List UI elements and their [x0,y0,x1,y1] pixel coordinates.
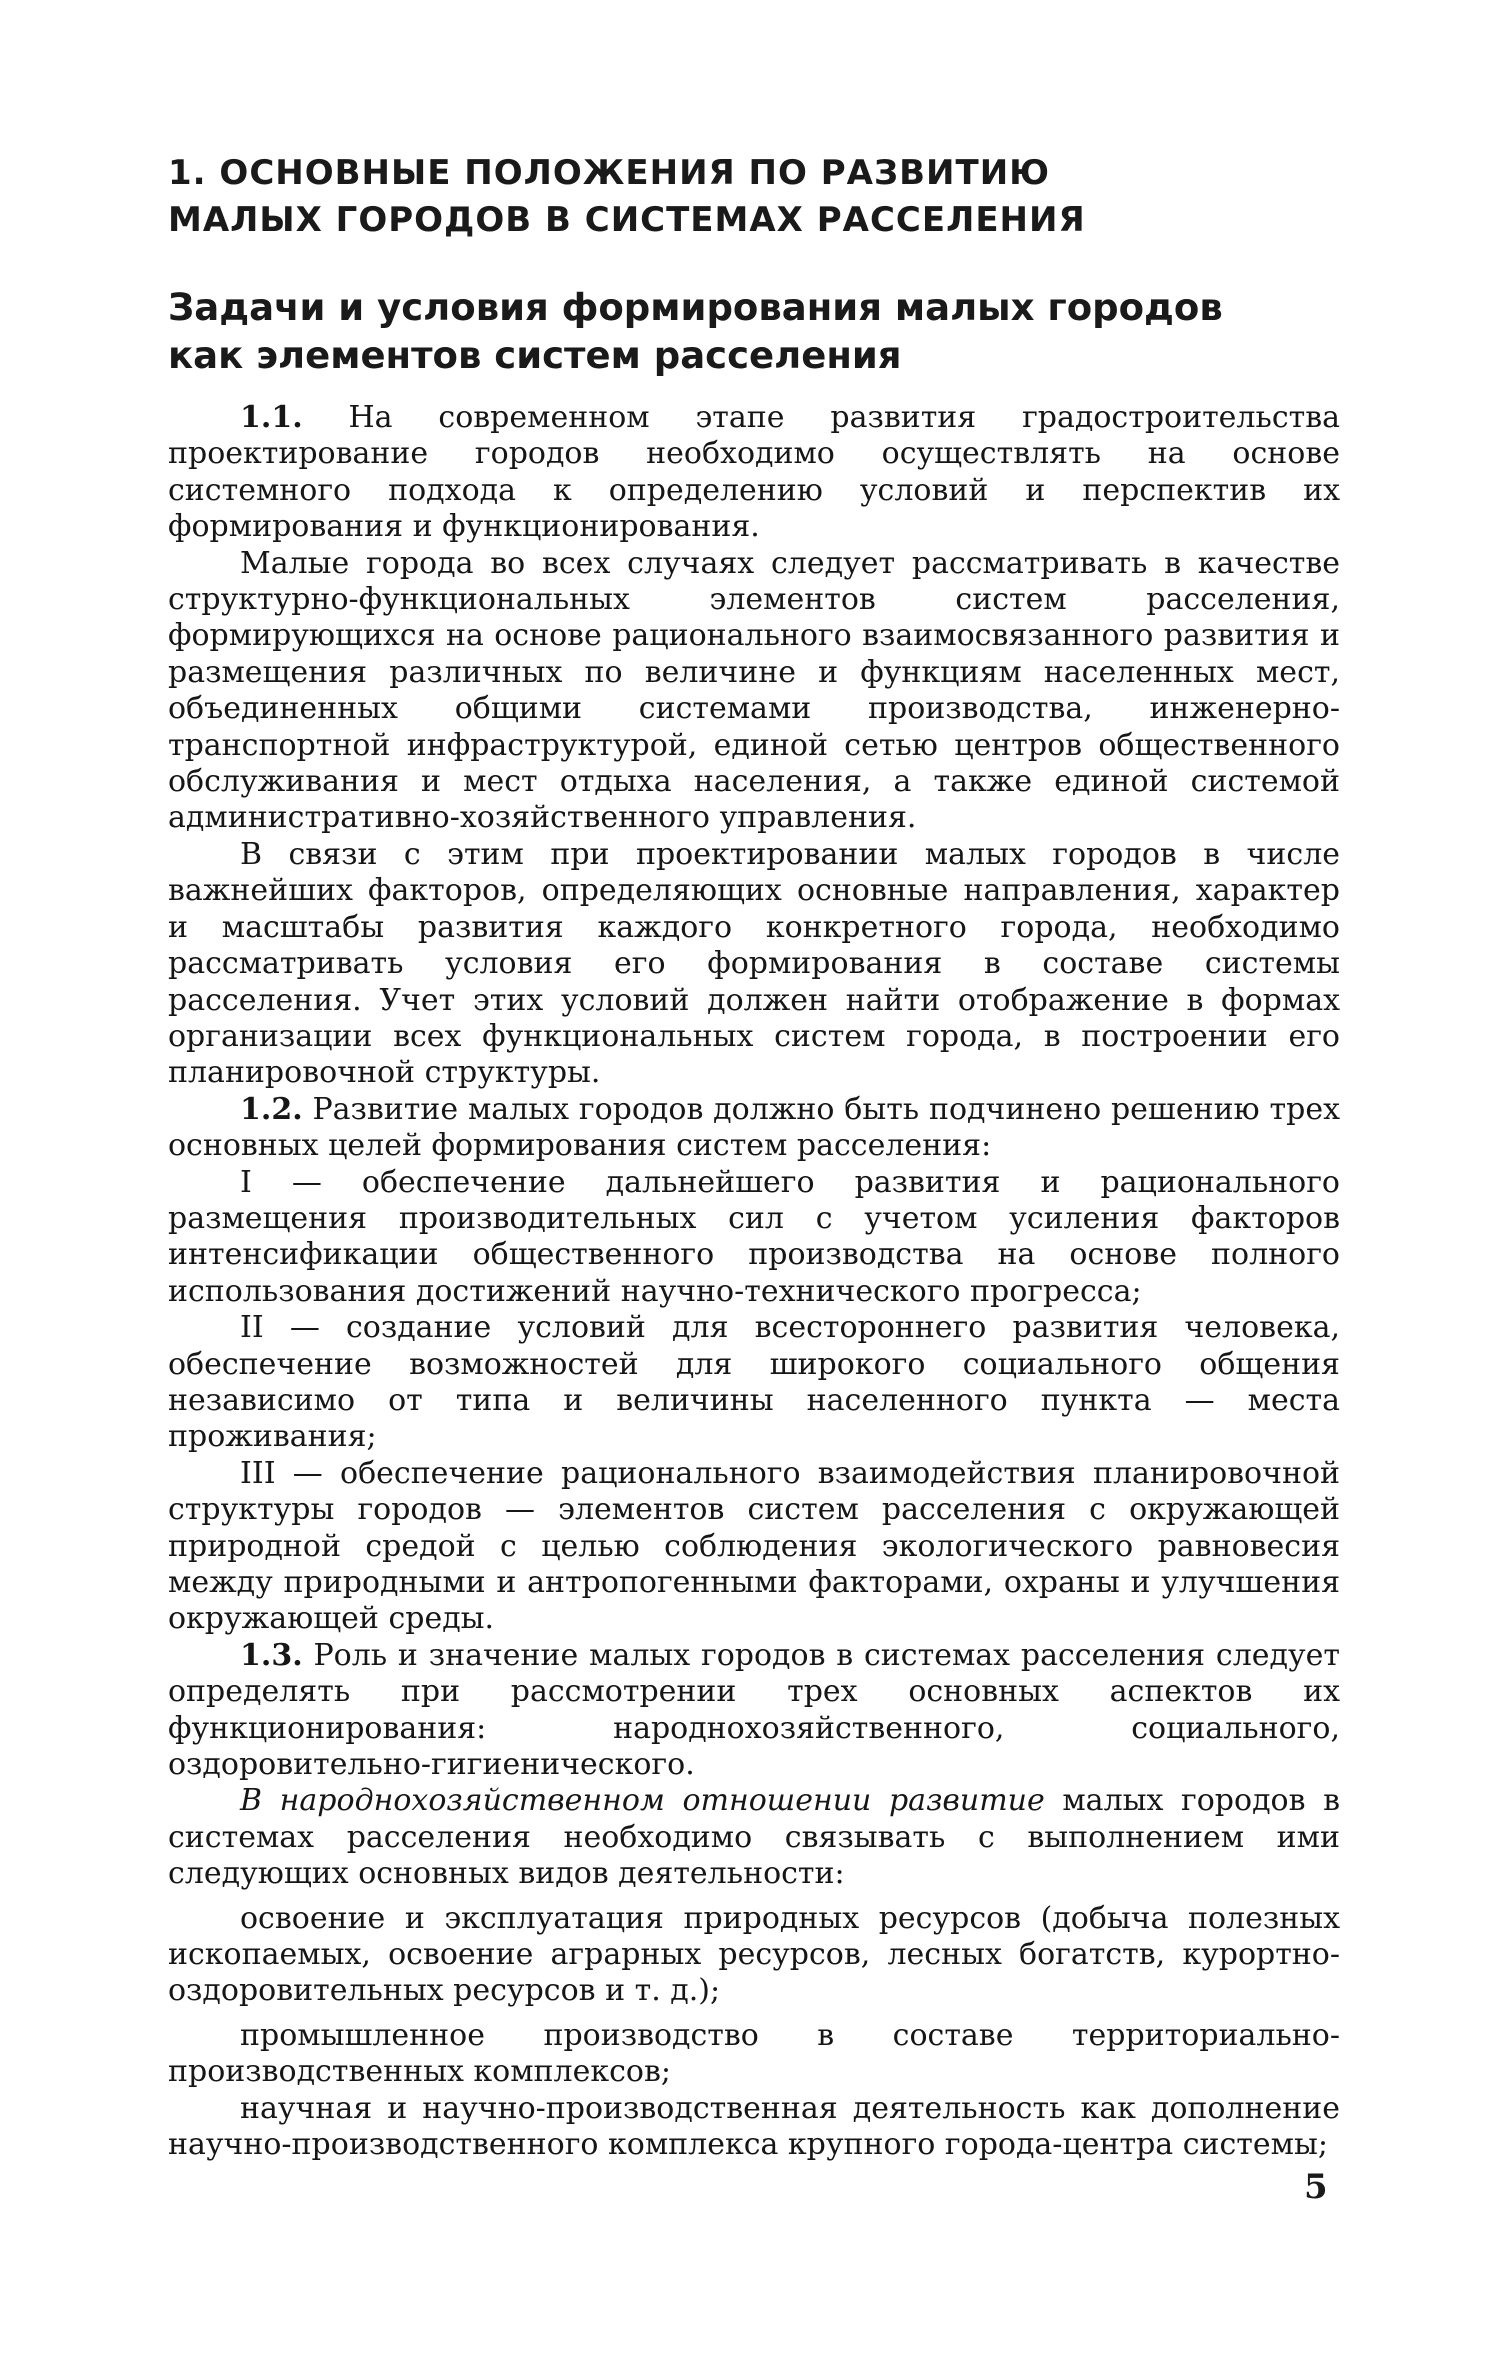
paragraph-text: Развитие малых городов должно быть подчинено решению трех основных целей формирования систем расселения: [168,1091,1340,1164]
emphasis-text: В народнохозяйственном отношении развитие [240,1783,1045,1819]
chapter-title [168,150,1340,244]
clause-number: 1.2. [240,1091,303,1127]
paragraph-text: На современном этапе развития градостроительства проектирование городов необходимо осуществлять на основе системного подхода к определению условий и перспектив их формирования и функционирования. [168,400,1340,545]
paragraph-text: Роль и значение малых городов в системах расселения следует определять при рассмотрении трех основных аспектов их функционирования: народнохозяйственного, социального, оздоровительно-гигиенического. [168,1637,1340,1783]
paragraph: Малые города во всех случаях следует рассматривать в качестве структурно-функциональных элементов систем расселения, формирующихся на основе рационального взаимосвязанного развития и размещения различных по величине и функциям населенных мест, объединенных общими системами производства, инженерно-транспортной инфраструктурой, единой сетью центров общественного обслуживания и мест отдыха населения, а также единой системой административно-хозяйственного управления. [168,545,1340,836]
page-number: 5 [1304,2167,1328,2207]
activity-item: освоение и эксплуатация природных ресурсов (добыча полезных ископаемых, освоение аграрных ресурсов, лесных богатств, курортно-оздоровительных ресурсов и т. д.); [168,1900,1340,2009]
goal-item-1: I — обеспечение дальнейшего развития и рационального размещения производительных сил с учетом усиления факторов интенсификации общественного производства на основе полного использования достижений научно-технического прогресса; [168,1164,1340,1309]
paragraph-economic [168,1783,1340,1892]
clause-number: 1.3. [240,1637,303,1673]
clause-number: 1.1. [240,400,303,435]
body-text [168,400,1340,2164]
paragraph-1-1 [168,400,1340,546]
chapter-title-line-1: 1. ОСНОВНЫЕ ПОЛОЖЕНИЯ ПО РАЗВИТИЮ [168,153,1051,193]
section-title [168,284,1340,380]
section-title-line-1: Задачи и условия формирования малых городов [168,286,1223,329]
paragraph-text: малых городов в системах расселения необходимо связывать с выполнением ими следующих основных видов деятельности: [168,1783,1340,1892]
section-title-line-2: как элементов систем расселения [168,334,902,377]
paragraph: В связи с этим при проектировании малых городов в числе важнейших факторов, определяющих основные направления, характер и масштабы развития каждого конкретного города, необходимо рассматривать условия его формирования в составе системы расселения. Учет этих условий должен найти отображение в формах организации всех функциональных систем города, в построении его планировочной структуры. [168,836,1340,1091]
activity-item: научная и научно-производственная деятельность как дополнение научно-производственного комплекса крупного города-центра системы; [168,2090,1340,2163]
activity-item: промышленное производство в составе территориально-производственных комплексов; [168,2017,1340,2090]
goal-item-3: III — обеспечение рационального взаимодействия планировочной структуры городов — элементов систем расселения с окружающей природной средой с целью соблюдения экологического равновесия между природными и антропогенными факторами, охраны и улучшения окружающей среды. [168,1455,1340,1637]
goal-item-2: II — создание условий для всестороннего развития человека, обеспечение возможностей для широкого социального общения независимо от типа и величины населенного пункта — места проживания; [168,1310,1340,1455]
paragraph-1-3 [168,1638,1340,1784]
chapter-title-line-2: МАЛЫХ ГОРОДОВ В СИСТЕМАХ РАССЕЛЕНИЯ [168,200,1086,240]
page-content [168,150,1340,2164]
paragraph-1-2 [168,1092,1340,1165]
